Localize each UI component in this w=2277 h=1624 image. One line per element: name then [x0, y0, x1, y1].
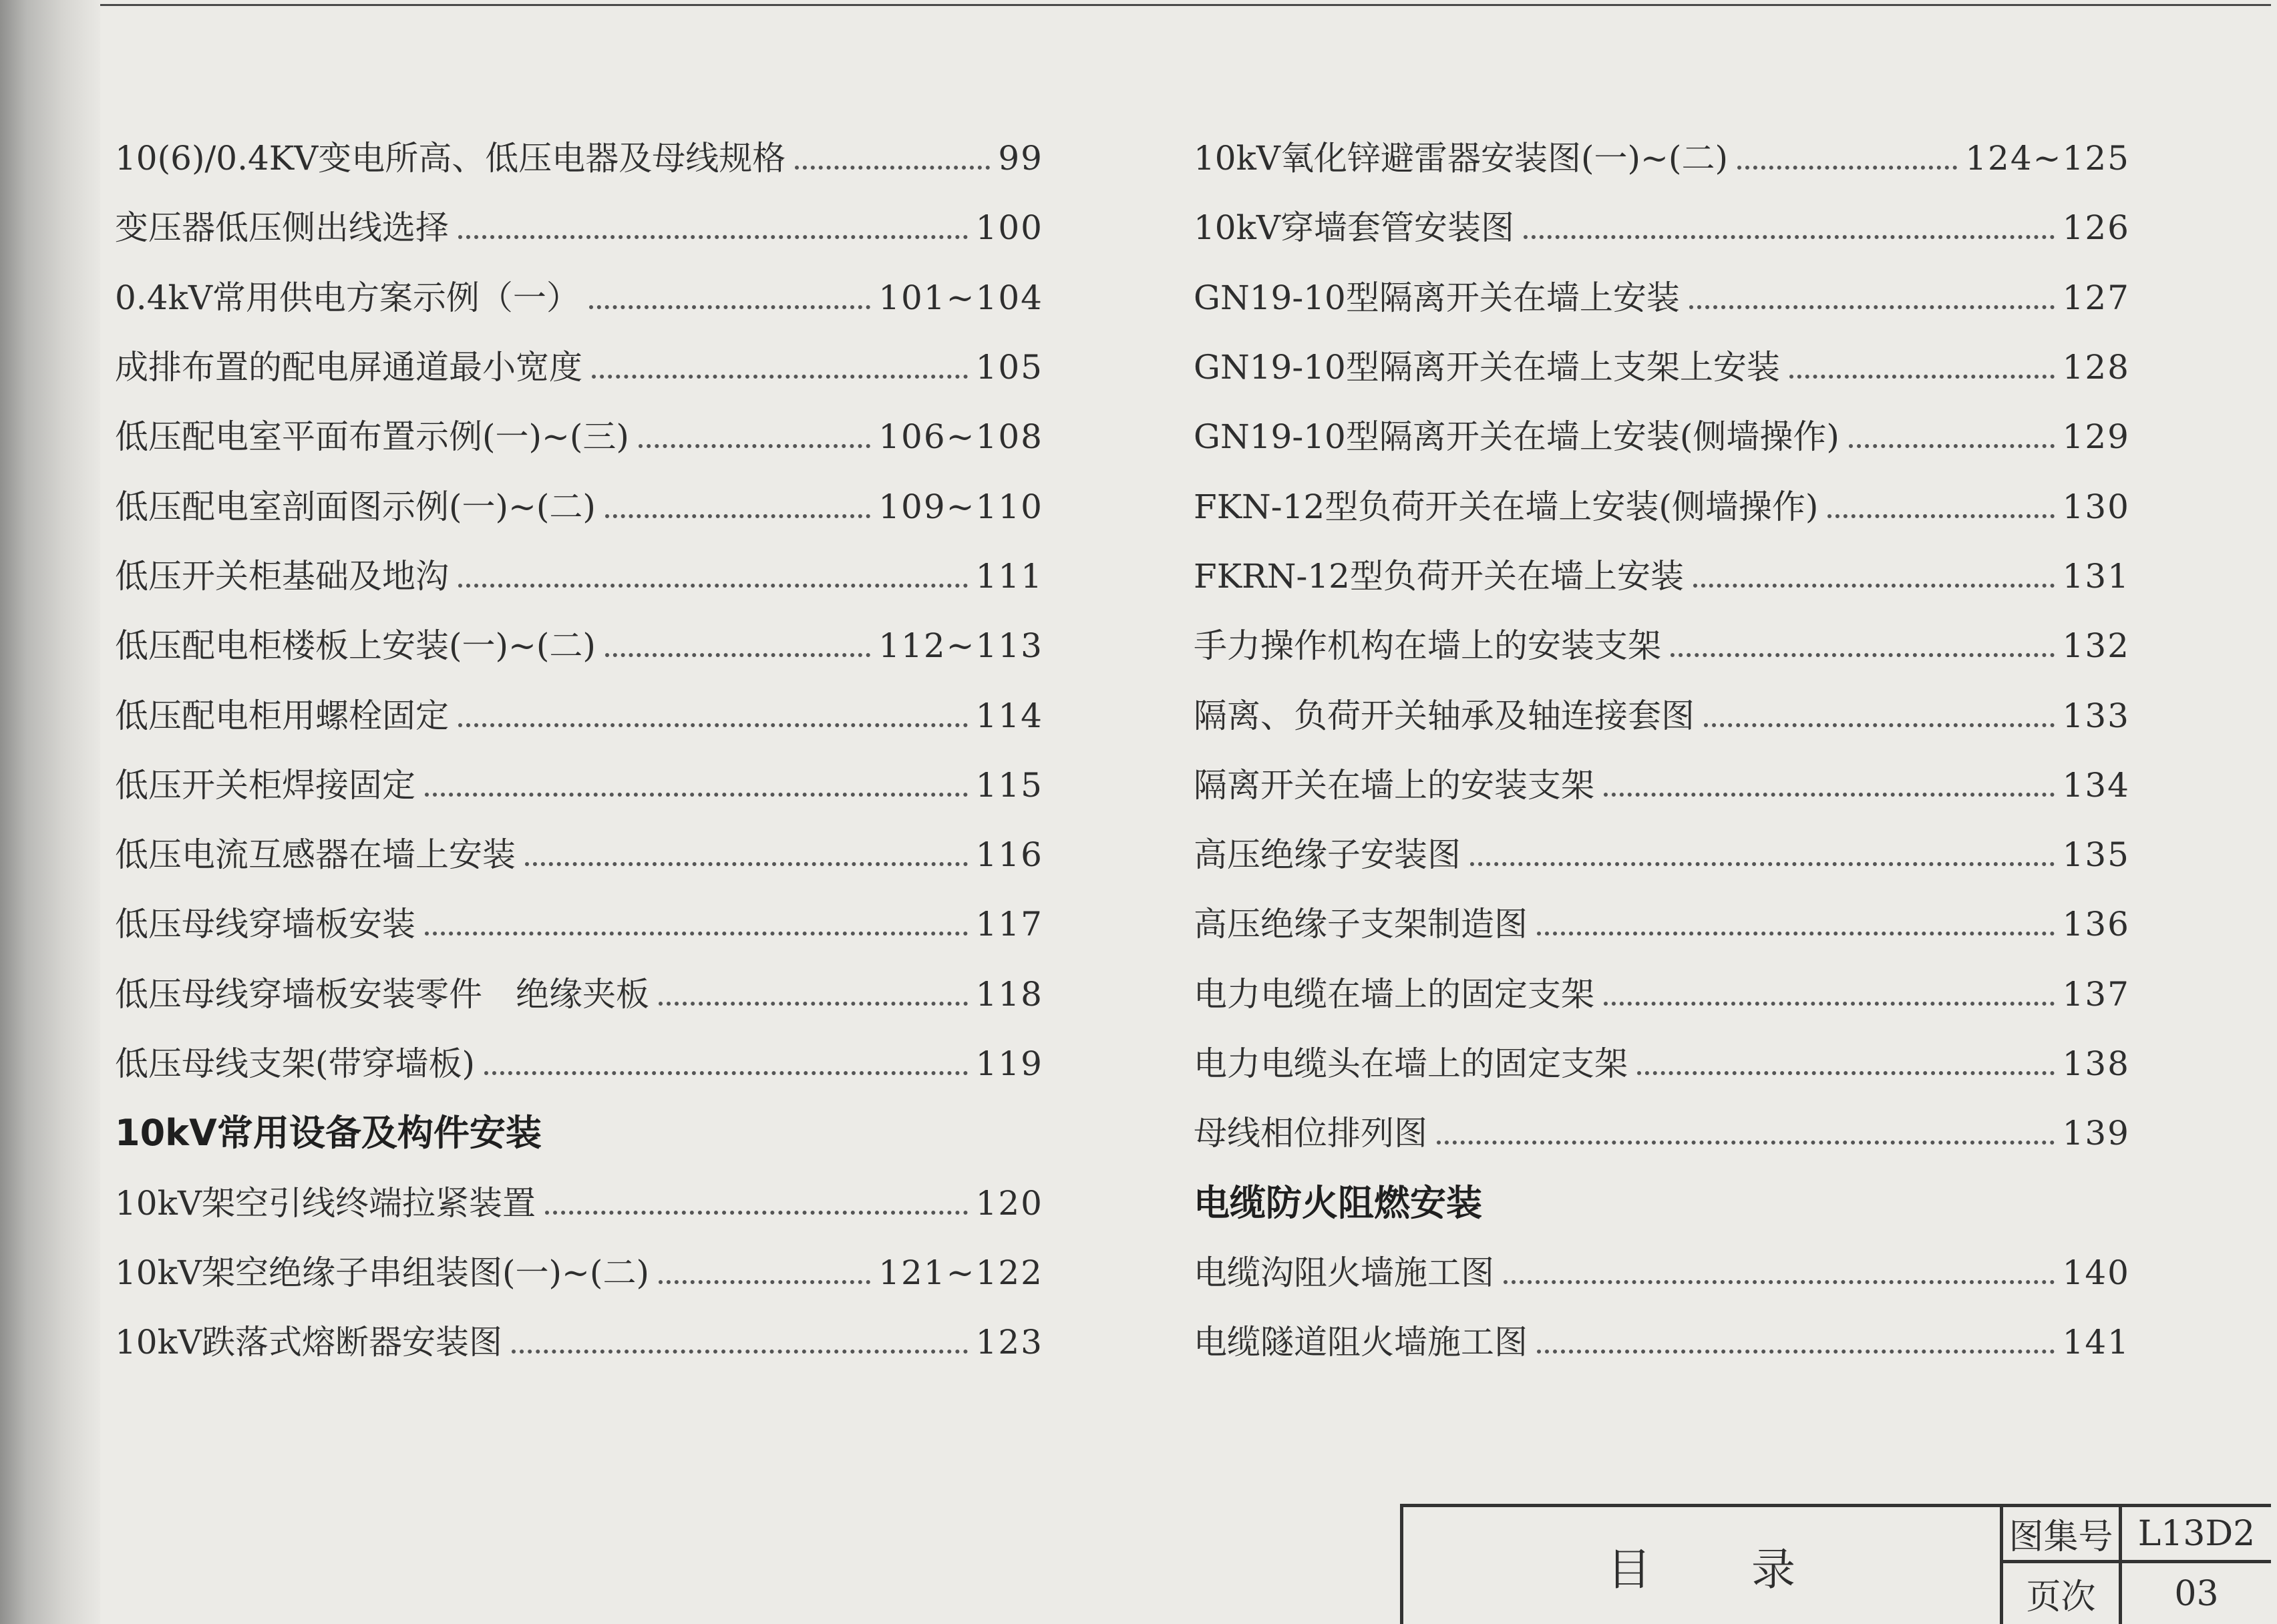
- dot-leader: [1704, 723, 2055, 727]
- section-heading: 10kV常用设备及构件安装: [115, 1112, 542, 1155]
- dot-leader: [659, 1280, 870, 1284]
- dot-leader: [1637, 1071, 2055, 1075]
- toc-entry-page: 106~108: [878, 417, 1043, 457]
- toc-entry-page: 129: [2062, 417, 2130, 457]
- toc-entry-title: 低压母线穿墙板安装: [115, 905, 415, 944]
- dot-leader: [1537, 932, 2055, 936]
- toc-entry: [1194, 402, 2130, 471]
- toc-entry: [115, 542, 1043, 611]
- toc-entry: [115, 333, 1043, 402]
- toc-entry-page: 101~104: [878, 278, 1043, 317]
- dot-leader: [484, 1071, 968, 1075]
- toc-entry-page: 120: [975, 1183, 1043, 1223]
- toc-entry-title: 隔离开关在墙上的安装支架: [1194, 765, 1594, 805]
- toc-entry-title: 电缆隧道阻火墙施工图: [1194, 1323, 1528, 1362]
- toc-entry: [115, 1307, 1043, 1377]
- toc-entry-title: 低压配电柜用螺栓固定: [115, 696, 449, 735]
- toc-entry-page: 112~113: [878, 626, 1043, 666]
- toc-entry-page: 133: [2062, 696, 2130, 735]
- toc-entry: [1194, 820, 2130, 889]
- toc-entry: [115, 889, 1043, 959]
- toc-entry: [115, 751, 1043, 820]
- toc-entry-title: 低压母线支架(带穿墙板): [115, 1044, 476, 1083]
- toc-entry: [1194, 1098, 2130, 1168]
- toc-entry: [115, 1029, 1043, 1098]
- dot-leader: [1604, 1002, 2055, 1006]
- toc-entry: [1194, 889, 2130, 959]
- dot-leader: [1689, 305, 2055, 309]
- dot-leader: [659, 1002, 968, 1006]
- dot-leader: [1470, 862, 2055, 866]
- dot-leader: [1604, 793, 2055, 797]
- toc-entry: [1194, 542, 2130, 611]
- toc-entry-title: FKRN-12型负荷开关在墙上安装: [1194, 556, 1684, 596]
- toc-entry: [1194, 1307, 2130, 1377]
- toc-entry-title: 低压配电室剖面图示例(一)~(二): [115, 487, 596, 526]
- toc-entry-title: GN19-10型隔离开关在墙上安装: [1194, 278, 1680, 317]
- toc-entry-page: 114: [975, 696, 1043, 735]
- toc-entry-page: 99: [998, 139, 1043, 178]
- toc-entry-title: 10kV跌落式熔断器安装图: [115, 1323, 503, 1362]
- toc-entry-page: 141: [2062, 1323, 2130, 1362]
- toc-entry: [1194, 1029, 2130, 1098]
- dot-leader: [1671, 653, 2055, 657]
- toc-entry-page: 137: [2062, 974, 2130, 1014]
- dot-leader: [589, 305, 870, 309]
- title-block-name: 目录: [1607, 1543, 1896, 1595]
- toc-entry-title: 高压绝缘子支架制造图: [1194, 905, 1528, 944]
- dot-leader: [1737, 166, 1957, 170]
- toc-entry-title: 母线相位排列图: [1194, 1114, 1427, 1153]
- dot-leader: [545, 1211, 968, 1215]
- toc-entry-page: 130: [2062, 487, 2130, 526]
- page-number-value: 03: [2174, 1573, 2219, 1614]
- page-number-label: 页次: [2026, 1577, 2096, 1617]
- toc-entry: [115, 263, 1043, 333]
- dot-leader: [1693, 584, 2055, 588]
- toc-entry-title: 低压配电室平面布置示例(一)~(三): [115, 417, 629, 457]
- toc-entry: [1194, 960, 2130, 1029]
- toc-entry: [115, 402, 1043, 471]
- dot-leader: [639, 444, 870, 448]
- toc-entry-title: 低压开关柜焊接固定: [115, 765, 415, 805]
- dot-leader: [605, 653, 870, 657]
- toc-entry-page: 131: [2062, 556, 2130, 596]
- toc-entry-title: 10kV穿墙套管安装图: [1194, 208, 1515, 248]
- dot-leader: [458, 235, 968, 239]
- dot-leader: [1849, 444, 2055, 448]
- toc-entry: [115, 193, 1043, 262]
- toc-entry: [1194, 611, 2130, 680]
- toc-entry: [1194, 680, 2130, 750]
- dot-leader: [1537, 1350, 2055, 1354]
- dot-leader: [1437, 1141, 2055, 1145]
- toc-entry-title: 高压绝缘子安装图: [1194, 835, 1461, 875]
- dot-leader: [1827, 514, 2054, 518]
- atlas-number-value: L13D2: [2137, 1513, 2256, 1554]
- toc-entry: [1194, 193, 2130, 262]
- toc-right-column: [1194, 124, 2130, 1377]
- toc-entry-page: 116: [975, 835, 1043, 875]
- toc-entry-page: 126: [2062, 208, 2130, 248]
- toc-entry-page: 119: [975, 1044, 1043, 1083]
- dot-leader: [458, 584, 968, 588]
- dot-leader: [1524, 235, 2055, 239]
- toc-entry-title: 变压器低压侧出线选择: [115, 208, 449, 248]
- toc-entry-title: 低压开关柜基础及地沟: [115, 556, 449, 596]
- toc-entry-page: 121~122: [878, 1253, 1043, 1292]
- toc-entry-title: FKN-12型负荷开关在墙上安装(侧墙操作): [1194, 487, 1819, 526]
- toc-entry-title: 电力电缆在墙上的固定支架: [1194, 974, 1594, 1014]
- toc-entry-page: 139: [2062, 1114, 2130, 1153]
- toc-entry-page: 118: [975, 974, 1043, 1014]
- toc-entry: [115, 820, 1043, 889]
- section-heading: 电缆防火阻燃安装: [1194, 1181, 1482, 1224]
- toc-entry-title: 手力操作机构在墙上的安装支架: [1194, 626, 1661, 666]
- toc-left-column: [115, 124, 1043, 1377]
- toc-entry: [115, 124, 1043, 193]
- dot-leader: [525, 862, 968, 866]
- toc-entry-title: 电缆沟阻火墙施工图: [1194, 1253, 1494, 1292]
- toc-entry-title: GN19-10型隔离开关在墙上支架上安装: [1194, 348, 1780, 387]
- toc-entry-title: 成排布置的配电屏通道最小宽度: [115, 348, 582, 387]
- toc-entry-page: 136: [2062, 905, 2130, 944]
- frame-top-border: [100, 4, 2271, 6]
- toc-entry-title: 10kV架空引线终端拉紧装置: [115, 1183, 536, 1223]
- scan-shadow-edge: [0, 0, 100, 1624]
- dot-leader: [512, 1350, 968, 1354]
- toc-entry-page: 128: [2062, 348, 2130, 387]
- toc-entry: [115, 680, 1043, 750]
- toc-entry-page: 109~110: [878, 487, 1043, 526]
- toc-entry-title: 电力电缆头在墙上的固定支架: [1194, 1044, 1628, 1083]
- toc-entry-title: 0.4kV常用供电方案示例（一）: [115, 278, 580, 317]
- toc-entry-page: 134: [2062, 765, 2130, 805]
- dot-leader: [425, 793, 968, 797]
- toc-entry-page: 100: [975, 208, 1043, 248]
- toc-entry: [1194, 751, 2130, 820]
- toc-entry-page: 105: [975, 348, 1043, 387]
- dot-leader: [1504, 1280, 2055, 1284]
- toc-entry: [1194, 263, 2130, 333]
- toc-entry-title: GN19-10型隔离开关在墙上安装(侧墙操作): [1194, 417, 1840, 457]
- dot-leader: [458, 723, 968, 727]
- toc-entry-page: 135: [2062, 835, 2130, 875]
- dot-leader: [1789, 375, 2055, 379]
- toc-entry-title: 10kV氧化锌避雷器安装图(一)~(二): [1194, 139, 1728, 178]
- toc-entry: [1194, 333, 2130, 402]
- toc-entry-title: 隔离、负荷开关轴承及轴连接套图: [1194, 696, 1695, 735]
- toc-entry: [115, 1168, 1043, 1237]
- toc-entry: [115, 471, 1043, 541]
- dot-leader: [592, 375, 968, 379]
- dot-leader: [425, 932, 968, 936]
- dot-leader: [605, 514, 870, 518]
- toc-entry: [115, 1238, 1043, 1307]
- toc-entry-page: 111: [975, 556, 1043, 596]
- toc-entry-title: 低压母线穿墙板安装零件 绝缘夹板: [115, 974, 649, 1014]
- toc-entry-page: 115: [975, 765, 1043, 805]
- toc-entry-title: 低压配电柜楼板上安装(一)~(二): [115, 626, 596, 666]
- toc-entry-title: 10(6)/0.4KV变电所高、低压电器及母线规格: [115, 139, 786, 178]
- toc-entry-page: 140: [2062, 1253, 2130, 1292]
- dot-leader: [795, 166, 990, 170]
- toc-entry: [1194, 1238, 2130, 1307]
- toc-entry-page: 127: [2062, 278, 2130, 317]
- toc-entry-page: 138: [2062, 1044, 2130, 1083]
- toc-entry-page: 123: [975, 1323, 1043, 1362]
- toc-entry-page: 124~125: [1965, 139, 2130, 178]
- toc-entry: [115, 611, 1043, 680]
- toc-entry: [115, 960, 1043, 1029]
- toc-entry-page: 132: [2062, 626, 2130, 666]
- toc-entry-title: 10kV架空绝缘子串组装图(一)~(二): [115, 1253, 649, 1292]
- toc-entry-page: 117: [975, 905, 1043, 944]
- toc-entry: [1194, 124, 2130, 193]
- toc-entry: [1194, 471, 2130, 541]
- atlas-number-label: 图集号: [2008, 1517, 2113, 1557]
- toc-entry-title: 低压电流互感器在墙上安装: [115, 835, 516, 875]
